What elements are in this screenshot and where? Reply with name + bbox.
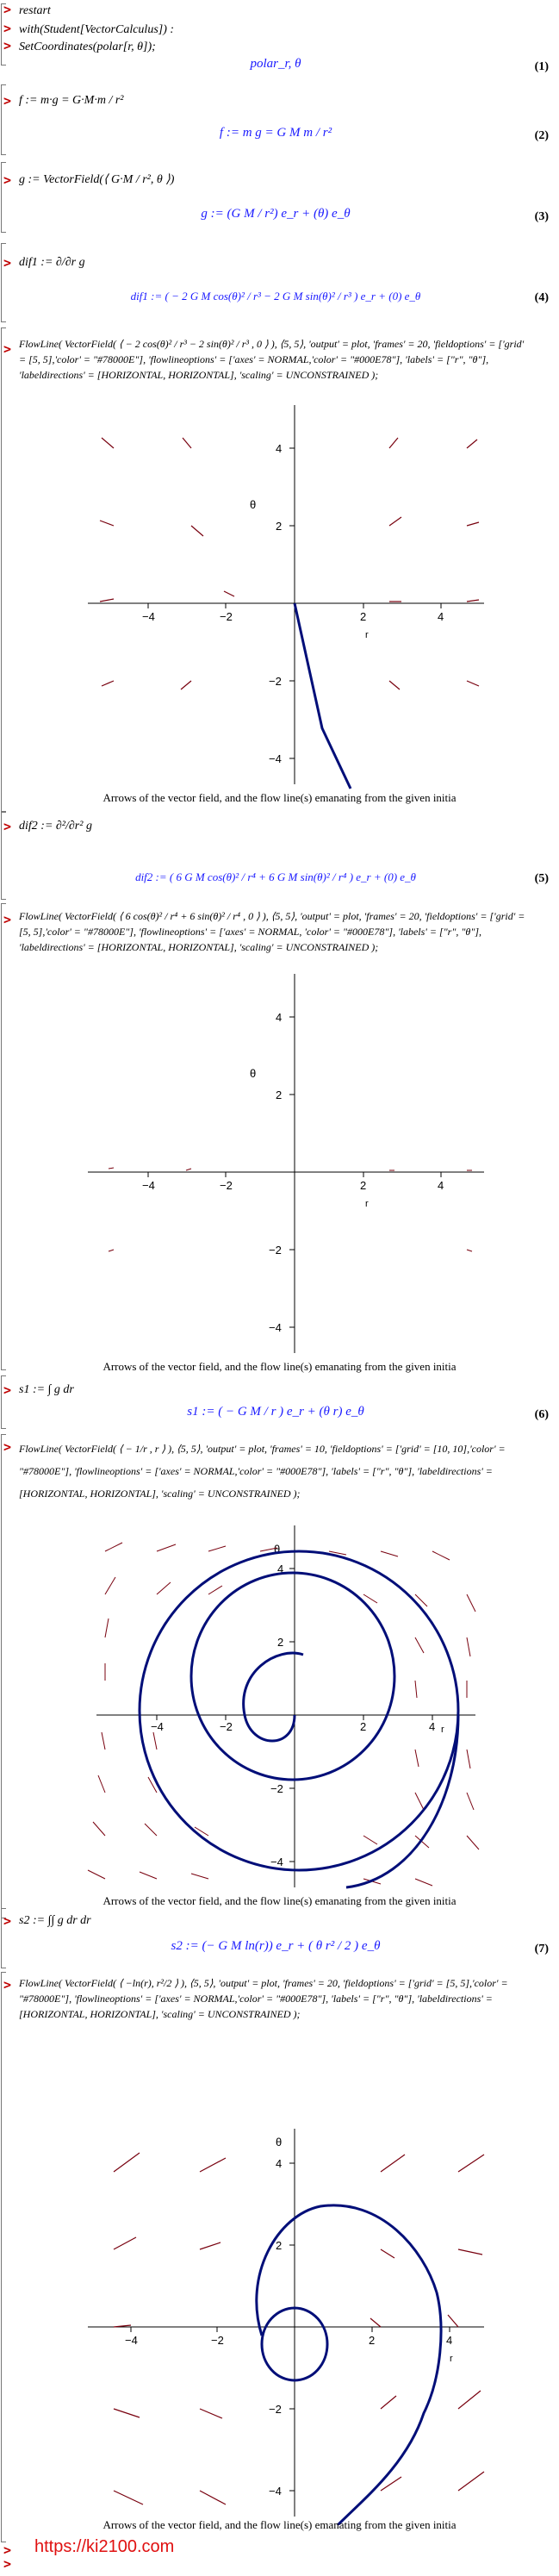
input-f[interactable]: f := m·g = G·M·m / r² [19, 94, 124, 107]
vector-field-arrows [109, 1168, 472, 1251]
x-tick-label: 2 [360, 1720, 367, 1733]
x-tick-label: −2 [211, 2334, 224, 2347]
y-tick-label: −2 [269, 675, 282, 688]
input-s2[interactable]: s2 := ∫∫ g dr dr [19, 1914, 91, 1927]
plot-caption: Arrows of the vector field, and the flow line(s) emanating from the given initia [102, 2518, 457, 2531]
x-axis-label: r [365, 1199, 369, 1209]
x-axis-label: r [441, 1725, 444, 1735]
flow-line [140, 1551, 458, 1887]
x-tick-label: 2 [369, 2334, 376, 2347]
equation-label: (4) [534, 291, 549, 304]
output-5: dif2 := ( 6 G M cos(θ)² / r⁴ + 6 G M sin(θ)² / r⁴ ) e_r + (0) e_θ [135, 870, 416, 883]
y-axis-label: θ [250, 498, 257, 511]
group-bracket[interactable] [1, 327, 6, 812]
y-tick-label: −2 [269, 1244, 282, 1257]
input-flowline-3[interactable]: FlowLine( VectorField( ⟨ − 1/r , r ⟩ ), ⟨5, 5⟩, 'output' = plot, 'frames' = 10, 'fieldoptions' = ['grid' = [10, 10],'color' = "#78000E"], 'flowlineoptions' = ['axes' = NORMAL,'color' = "#000E78"], 'labels' = ["r", "θ"], 'labeldirections' = [HORIZONTAL, HORIZONTAL], 'scaling' = UNCONSTRAINED ); [19, 1443, 506, 1500]
x-tick-label: 2 [360, 610, 367, 623]
plot-2[interactable] [19, 965, 536, 1362]
input-setcoordinates[interactable]: SetCoordinates(polar[r, θ]); [19, 41, 156, 53]
y-axis-label: θ [250, 1067, 257, 1080]
y-tick-label: −2 [269, 2403, 282, 2416]
prompt-marker: > [3, 255, 12, 271]
plot-3[interactable] [19, 1517, 536, 1896]
x-axis-label: r [450, 2354, 453, 2364]
y-tick-label: 2 [276, 1088, 283, 1101]
y-tick-label: −4 [269, 752, 282, 765]
x-tick-label: 4 [429, 1720, 436, 1733]
equation-label: (1) [534, 60, 549, 73]
prompt-marker: > [3, 38, 12, 53]
x-axis [88, 1172, 484, 1177]
x-tick-label: −2 [220, 610, 233, 623]
x-tick-label: −4 [151, 1720, 164, 1733]
plot-caption: Arrows of the vector field, and the flow line(s) emanating from the given initia [102, 1894, 457, 1907]
x-tick-label: −4 [142, 610, 155, 623]
x-tick-label: 2 [360, 1179, 367, 1192]
prompt-marker: > [3, 2556, 12, 2572]
input-g[interactable]: g := VectorField(⟨ G·M / r², θ ⟩) [19, 173, 175, 186]
y-tick-label: −4 [269, 1321, 282, 1334]
y-tick-label: 4 [276, 2157, 283, 2170]
prompt-marker: > [3, 1439, 12, 1455]
prompt-marker: > [3, 1913, 12, 1929]
group-bracket[interactable] [1, 903, 6, 1370]
y-tick-label: −4 [269, 2485, 282, 2498]
group-bracket[interactable] [1, 1972, 6, 2542]
flow-line [295, 603, 351, 789]
x-axis [88, 603, 484, 608]
x-tick-label: 4 [438, 610, 444, 623]
input-dif2[interactable]: dif2 := ∂²/∂r² g [19, 820, 92, 833]
prompt-marker: > [3, 819, 12, 834]
prompt-marker: > [3, 2542, 12, 2558]
output-4: dif1 := ( − 2 G M cos(θ)² / r³ − 2 G M sin(θ)² / r³ ) e_r + (0) e_θ [130, 290, 421, 303]
equation-label: (6) [534, 1408, 549, 1421]
input-s1[interactable]: s1 := ∫ g dr [19, 1383, 74, 1396]
x-tick-label: −4 [142, 1179, 155, 1192]
x-tick-label: 4 [446, 2334, 453, 2347]
vector-field-arrows [88, 1543, 479, 1886]
y-axis [289, 405, 295, 784]
footer-url[interactable]: https://ki2100.com [34, 2537, 175, 2556]
x-tick-label: −2 [220, 1179, 233, 1192]
group-bracket[interactable] [1, 1434, 6, 1918]
prompt-marker: > [3, 1382, 12, 1398]
input-dif1[interactable]: dif1 := ∂/∂r g [19, 256, 85, 269]
plot-4[interactable] [19, 2120, 536, 2525]
y-tick-label: 4 [277, 1562, 284, 1575]
prompt-marker: > [3, 2, 12, 17]
input-restart[interactable]: restart [19, 4, 51, 17]
equation-label: (2) [534, 129, 549, 142]
plot-1[interactable] [19, 396, 536, 793]
prompt-marker: > [3, 172, 12, 188]
vector-field-arrows [100, 438, 479, 689]
y-tick-label: 4 [276, 1011, 283, 1024]
y-axis [289, 974, 295, 1353]
equation-label: (5) [534, 872, 549, 885]
plot-caption: Arrows of the vector field, and the flow line(s) emanating from the given initia [102, 791, 457, 804]
prompt-marker: > [3, 1977, 12, 1993]
input-flowline-4[interactable]: FlowLine( VectorField( ⟨ −ln(r), r²/2 ⟩ ), ⟨5, 5⟩, 'output' = plot, 'frames' = 20, 'fieldoptions' = ['grid' = [5, 5],'color' = "#78000E"], 'flowlineoptions' = ['axes' = NORMAL,'color' = "#000E78"], 'labels' = ["r", "θ"], 'labeldirections' = [HORIZONTAL, HORIZONTAL], 'scaling' = UNCONSTRAINED ); [19, 1977, 508, 2020]
input-flowline-2[interactable]: FlowLine( VectorField( ⟨ 6 cos(θ)² / r⁴ + 6 sin(θ)² / r⁴ , 0 ⟩ ), ⟨5, 5⟩, 'output' = plot, 'frames' = 20, 'fieldoptions' = ['grid' = [5, 5],'color' = "#78000E"], 'flowlineoptions' = ['axes' = NORMAL, 'color' = "#000E78"], 'labels' = ["r", "θ"], 'labeldirections' = [HORIZONTAL, HORIZONTAL], 'scaling' = UNCONSTRAINED ); [19, 910, 525, 953]
prompt-marker: > [3, 912, 12, 927]
equation-label: (3) [534, 210, 549, 223]
x-tick-label: 4 [438, 1179, 444, 1192]
x-axis [88, 2327, 484, 2332]
prompt-marker: > [3, 21, 12, 36]
input-flowline-1[interactable]: FlowLine( VectorField( ⟨ − 2 cos(θ)² / r³ − 2 sin(θ)² / r³ , 0 ⟩ ), ⟨5, 5⟩, 'output' = plot, 'frames' = 20, 'fieldoptions' = ['grid' = [5, 5],'color' = "#78000E"], 'flowlineoptions' = ['axes' = NORMAL,'color' = "#000E78"], 'labels' = ["r", "θ"], 'labeldirections' = [HORIZONTAL, HORIZONTAL], 'scaling' = UNCONSTRAINED ); [19, 338, 525, 381]
y-axis-label: θ [274, 1543, 281, 1556]
plot-caption: Arrows of the vector field, and the flow line(s) emanating from the given initia [102, 1360, 457, 1373]
x-tick-label: −4 [125, 2334, 138, 2347]
input-with[interactable]: with(Student[VectorCalculus]) : [19, 23, 175, 36]
y-tick-label: 2 [276, 2239, 283, 2252]
equation-label: (7) [534, 1943, 549, 1955]
y-tick-label: 2 [277, 1636, 284, 1649]
y-tick-label: −4 [270, 1856, 283, 1868]
y-axis-label: θ [276, 2136, 283, 2149]
prompt-marker: > [3, 341, 12, 357]
output-7: s2 := (− G M ln(r)) e_r + ( θ r² / 2 ) e_θ [171, 1939, 381, 1953]
output-6: s1 := ( − G M / r ) e_r + (θ r) e_θ [187, 1405, 364, 1419]
x-axis-label: r [365, 630, 369, 640]
y-tick-label: 4 [276, 442, 283, 455]
y-tick-label: 2 [276, 520, 283, 533]
vector-field-arrows [114, 2153, 484, 2504]
y-tick-label: −2 [270, 1782, 283, 1795]
y-axis [289, 2129, 295, 2517]
output-2: f := m g = G M m / r² [219, 126, 332, 140]
output-1: polar_r, θ [250, 57, 301, 71]
y-axis [289, 1525, 295, 1887]
x-tick-label: −2 [220, 1720, 233, 1733]
output-3: g := (G M / r²) e_r + (θ) e_θ [201, 207, 351, 221]
flow-line [257, 2205, 441, 2525]
prompt-marker: > [3, 93, 12, 109]
